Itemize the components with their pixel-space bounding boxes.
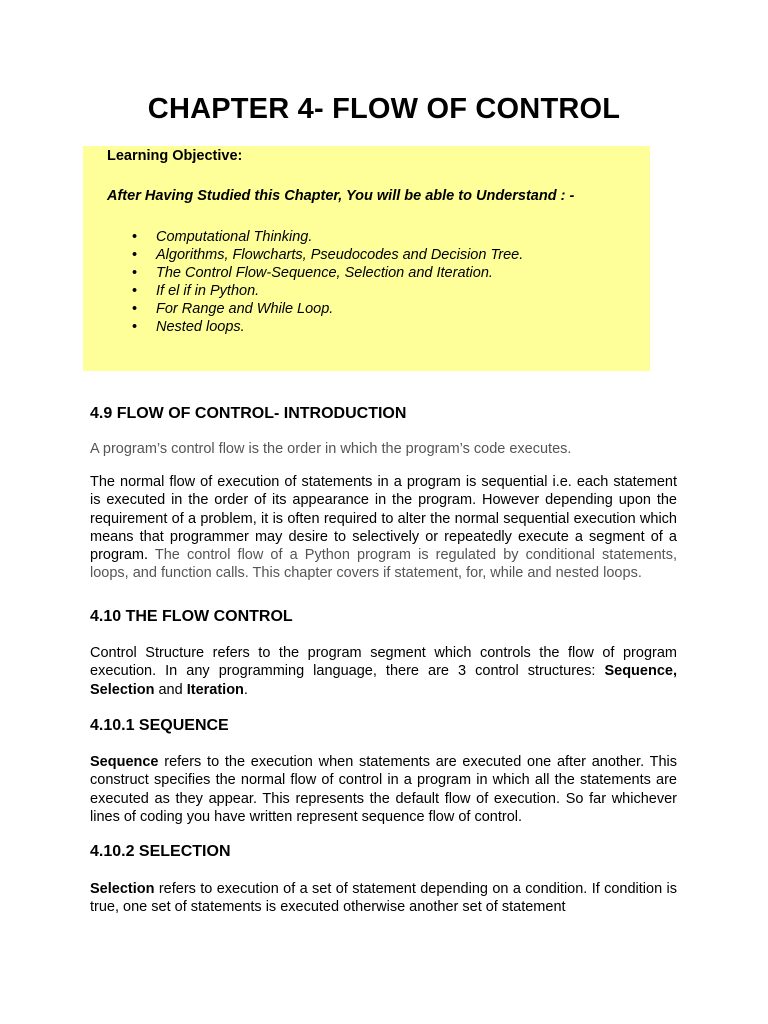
bullet-icon: • [132, 319, 138, 335]
objective-item [132, 300, 523, 318]
objective-item-text: Computational Thinking. [156, 229, 313, 245]
bullet-icon: • [132, 229, 138, 245]
objective-list [132, 228, 523, 336]
objective-item [132, 282, 523, 300]
paragraph-sequence [90, 753, 677, 826]
objective-item-text: The Control Flow-Sequence, Selection and Iteration. [156, 265, 493, 281]
objective-item-text: Nested loops. [156, 319, 245, 335]
paragraph-control-flow-definition: A program’s control flow is the order in which the program’s code executes. [90, 441, 572, 457]
section-heading-4-9: 4.9 FLOW OF CONTROL- INTRODUCTION [90, 405, 407, 422]
sequence-text: refers to the execution when statements are executed one after another. This construct specifies the normal flow of control in a program in which all the statements are executed as they appear. This represents the default flow of execution. So far whichever lines of coding you have written represent sequence flow of control. [90, 754, 677, 825]
control-structure-period: . [243, 681, 248, 698]
paragraph-control-structure [90, 644, 677, 699]
term-iteration: Iteration [186, 681, 244, 698]
objective-intro: After Having Studied this Chapter, You will be able to Understand : - [107, 188, 575, 204]
objective-item [132, 246, 523, 264]
selection-text: refers to execution of a set of statement depending on a condition. If condition is true, one set of statements is executed otherwise another set of statement [90, 881, 677, 916]
bullet-icon: • [132, 265, 138, 281]
section-heading-4-10-2: 4.10.2 SELECTION [90, 843, 231, 860]
objective-item [132, 228, 523, 246]
bullet-icon: • [132, 301, 138, 317]
control-structure-text: Control Structure refers to the program segment which controls the flow of program execution. In any programming language, there are 3 control structures: [90, 645, 677, 680]
section-heading-4-10: 4.10 THE FLOW CONTROL [90, 608, 293, 625]
paragraph-normal-flow [90, 473, 677, 583]
objective-item-text: If el if in Python. [156, 283, 260, 299]
bullet-icon: • [132, 283, 138, 299]
learning-objective-box [83, 146, 650, 371]
section-heading-4-10-1: 4.10.1 SEQUENCE [90, 717, 229, 734]
objective-item-text: For Range and While Loop. [156, 301, 334, 317]
control-structure-and: and [154, 681, 187, 698]
chapter-title: CHAPTER 4- FLOW OF CONTROL [147, 93, 621, 125]
term-sequence: Sequence [90, 754, 159, 770]
objective-item [132, 318, 523, 336]
objective-heading: Learning Objective: [107, 148, 243, 164]
term-sequence-selection: Sequence, Selection [90, 663, 677, 698]
paragraph-selection [90, 880, 677, 917]
bullet-icon: • [132, 247, 138, 263]
objective-item [132, 264, 523, 282]
term-selection: Selection [90, 881, 155, 897]
paragraph-normal-flow-main: The normal flow of execution of statements in a program is sequential i.e. each statement is executed in the order of its appearance in the program. However depending upon the requirement of a problem, it is often required to alter the normal sequential execution which means that programmer may desire to selectively or repeatedly execute a segment of a program. [90, 474, 677, 564]
objective-item-text: Algorithms, Flowcharts, Pseudocodes and Decision Tree. [156, 247, 524, 263]
paragraph-normal-flow-gray: The control flow of a Python program is regulated by conditional statements, loops, and function calls. This chapter covers if statement, for, while and nested loops. [90, 547, 677, 582]
